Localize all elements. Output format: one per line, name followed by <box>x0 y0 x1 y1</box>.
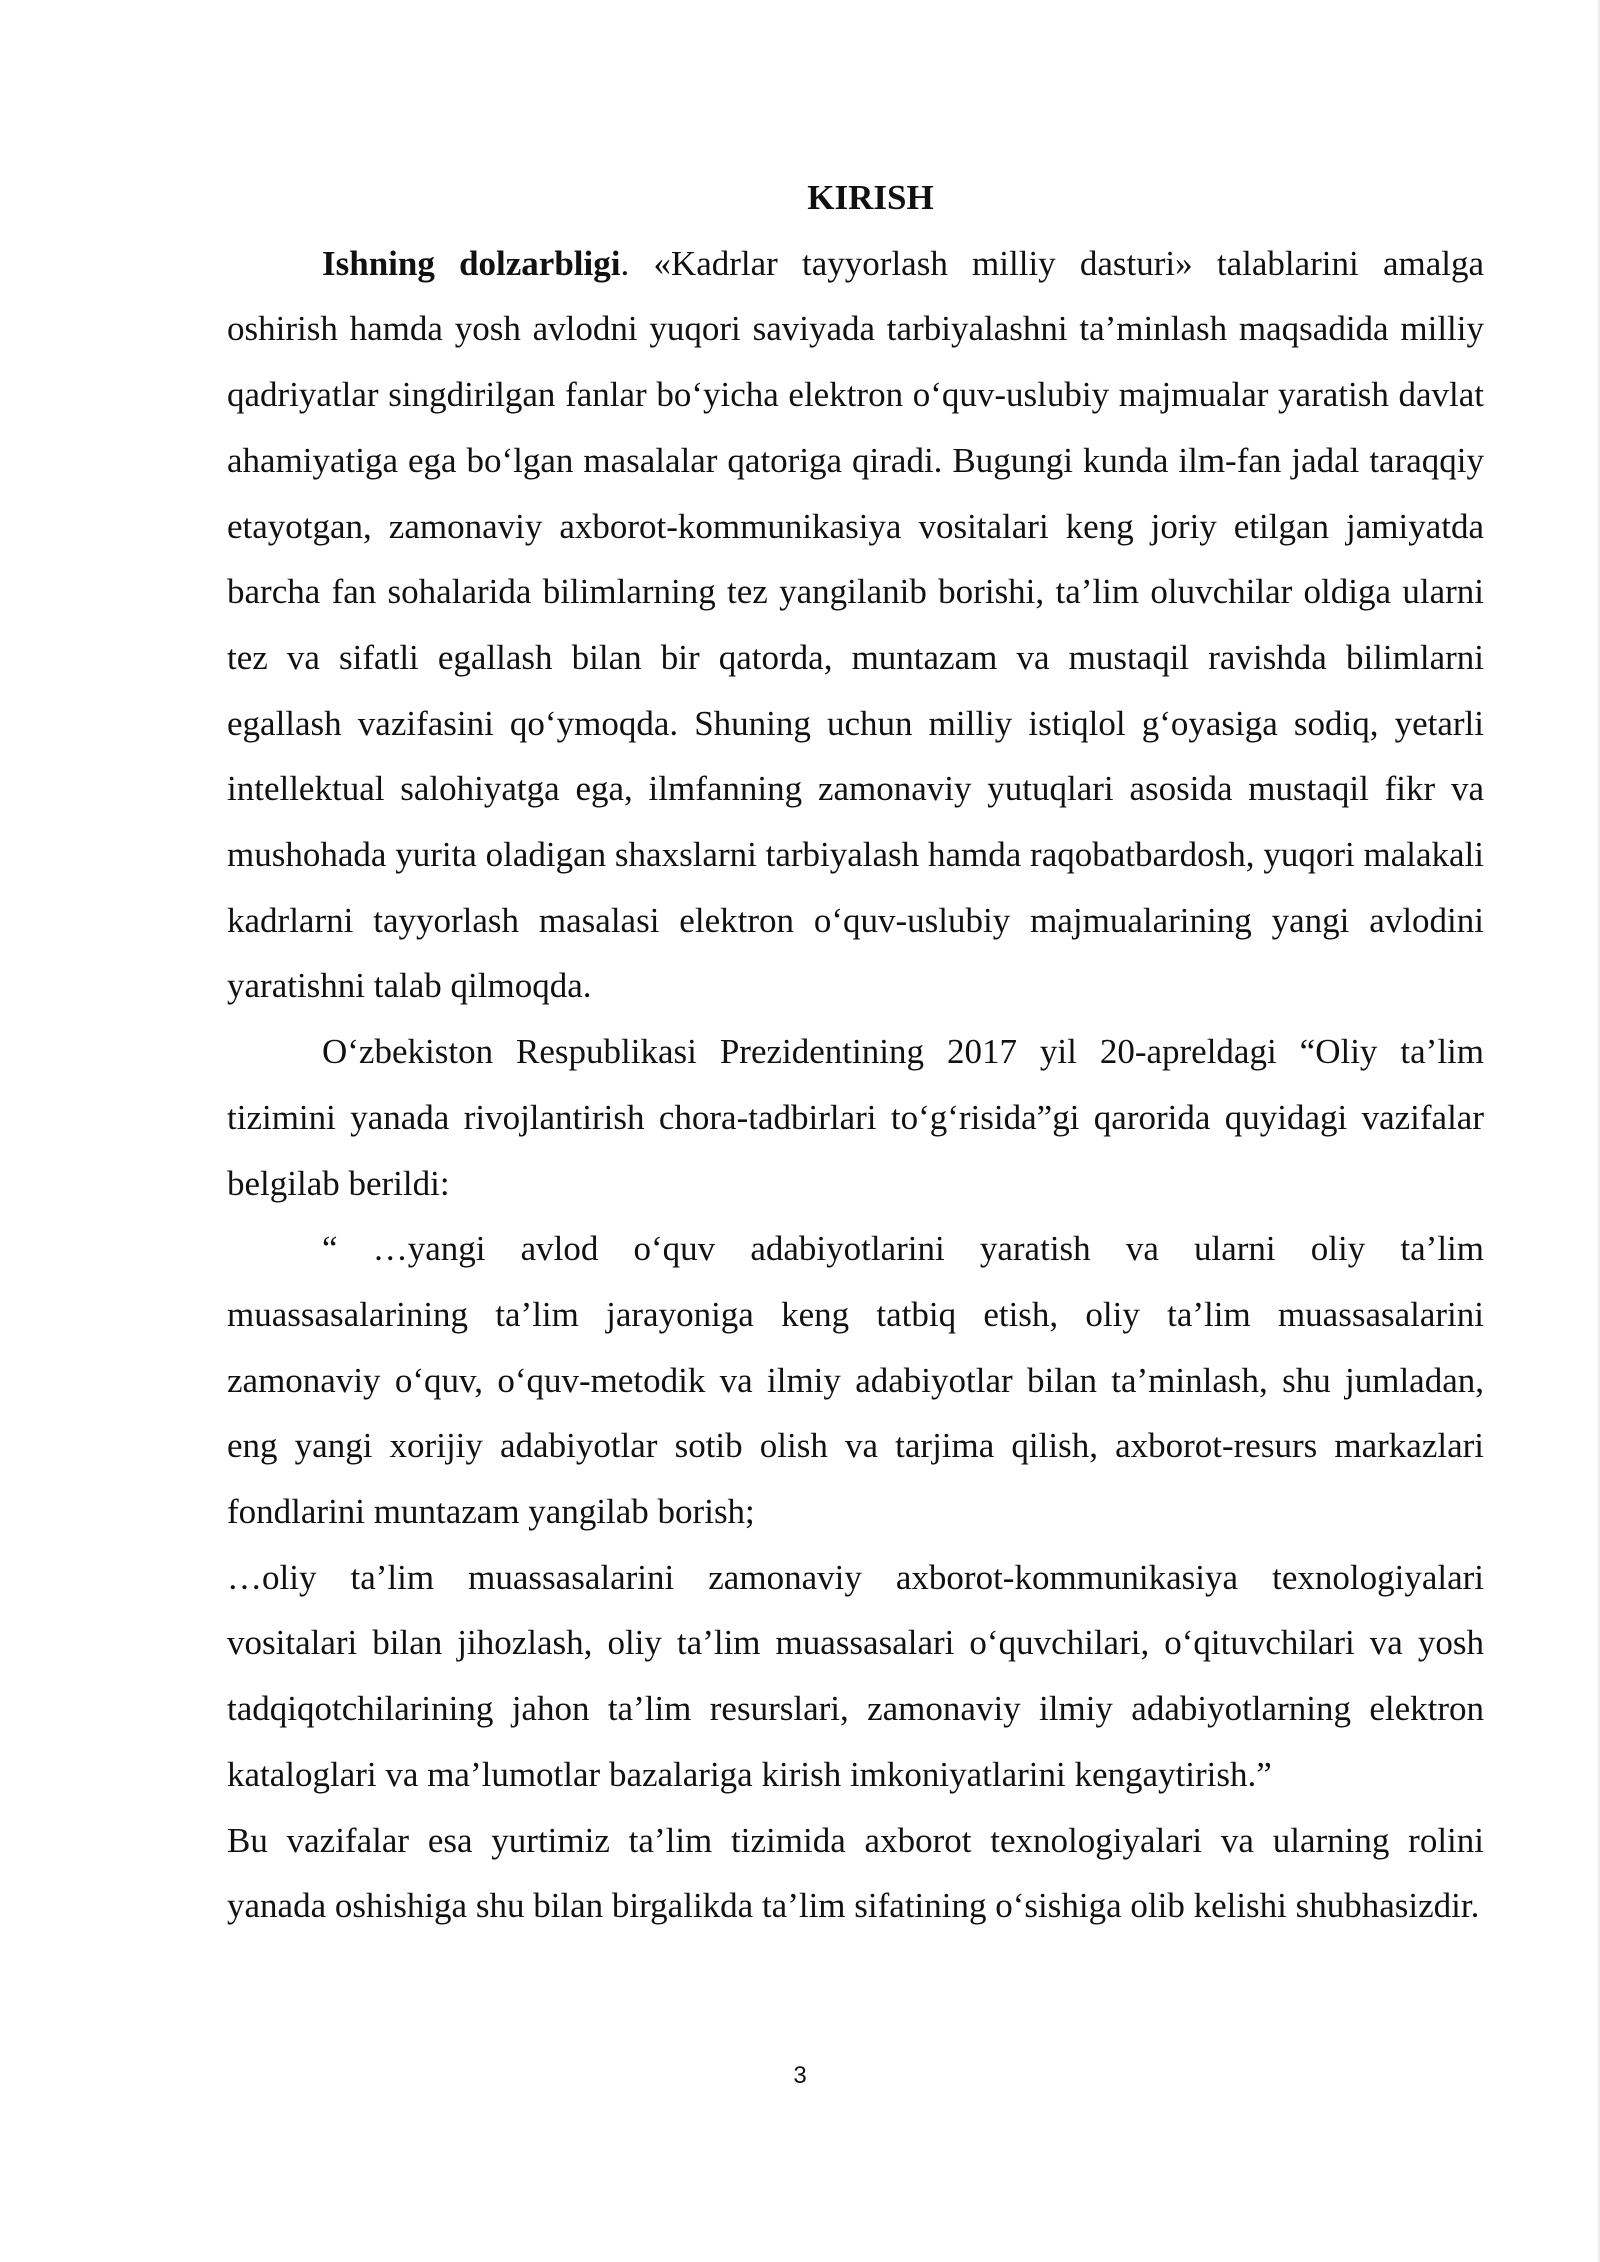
quote-paragraph-1: “ …yangi avlod o‘quv adabiyotlarini yaratish va ularni oliy ta’lim muassasalarining ta’lim jarayoniga keng tatbiq etish, oliy ta’lim muassasalarini zamonaviy o‘quv, o‘quv-metodik va ilmiy adabiyotlar bilan ta’minlash, shu jumladan, eng yangi xorijiy adabiyotlar sotib olish va tarjima qilish, axborot-resurs markazlari fondlarini muntazam yangilab borish; <box>227 1229 1484 1532</box>
decree-paragraph: O‘zbekiston Respublikasi Prezidentining 2017 yil 20-apreldagi “Oliy ta’lim tizimini yanada rivojlantirish chora-tadbirlari to‘g‘risida”gi qarorida quyidagi vazifalar belgilab berildi: <box>227 1032 1484 1203</box>
conclusion-paragraph: Bu vazifalar esa yurtimiz ta’lim tizimida axborot texnologiyalari va ularning rolini yanada oshishiga shu bilan birgalikda ta’lim sifatining o‘sishiga olib kelishi shubhasizdir. <box>227 1820 1484 1926</box>
intro-lead: Ishning dolzarbligi <box>322 243 621 283</box>
quote-paragraph-2: …oliy ta’lim muassasalarini zamonaviy axborot-kommunikasiya texnologiyalari vositalari bilan jihozlash, oliy ta’lim muassasalari o‘quvchilari, o‘qituvchilari va yosh tadqiqotchilarining jahon ta’lim resurslari, zamonaviy ilmiy adabiyotlarning elektron kataloglari va ma’lumotlar bazalariga kirish imkoniyatlarini kengaytirish.” <box>227 1557 1484 1794</box>
intro-text: «Kadrlar tayyorlash milliy dasturi» talablarini amalga oshirish hamda yosh avlodni yuqori saviyada tarbiyalashni ta’minlash maqsadida milliy qadriyatlar singdirilgan fanlar bo‘yicha elektron o‘quv-uslubiy majmualar yaratish davlat ahamiyatiga ega bo‘lgan masalalar qatoriga qiradi. Bugungi kunda ilm-fan jadal taraqqiy etayotgan, zamonaviy axborot-kommunikasiya vositalari keng joriy etilgan jamiyatda barcha fan sohalarida bilimlarning tez yangilanib borishi, ta’lim oluvchilar oldiga ularni tez va sifatli egallash bilan bir qatorda, muntazam va mustaqil ravishda bilimlarni egallash vazifasini qo‘ymoqda. Shuning uchun milliy istiqlol g‘oyasiga sodiq, yetarli intellektual salohiyatga ega, ilmfanning zamonaviy yutuqlari asosida mustaqil fikr va mushohada yurita oladigan shaxslarni tarbiyalash hamda raqobatbardosh, yuqori malakali kadrlarni tayyorlash masalasi elektron o‘quv-uslubiy majmualarining yangi avlodini yaratishni talab qilmoqda. <box>227 243 1484 1006</box>
page-edge-shadow <box>1596 0 1600 2262</box>
intro-lead-punct: . <box>620 243 630 283</box>
intro-paragraph <box>227 231 1484 1019</box>
page-number: 3 <box>793 2062 807 2089</box>
section-heading: KIRISH <box>807 178 934 217</box>
document-body <box>227 165 1484 1939</box>
